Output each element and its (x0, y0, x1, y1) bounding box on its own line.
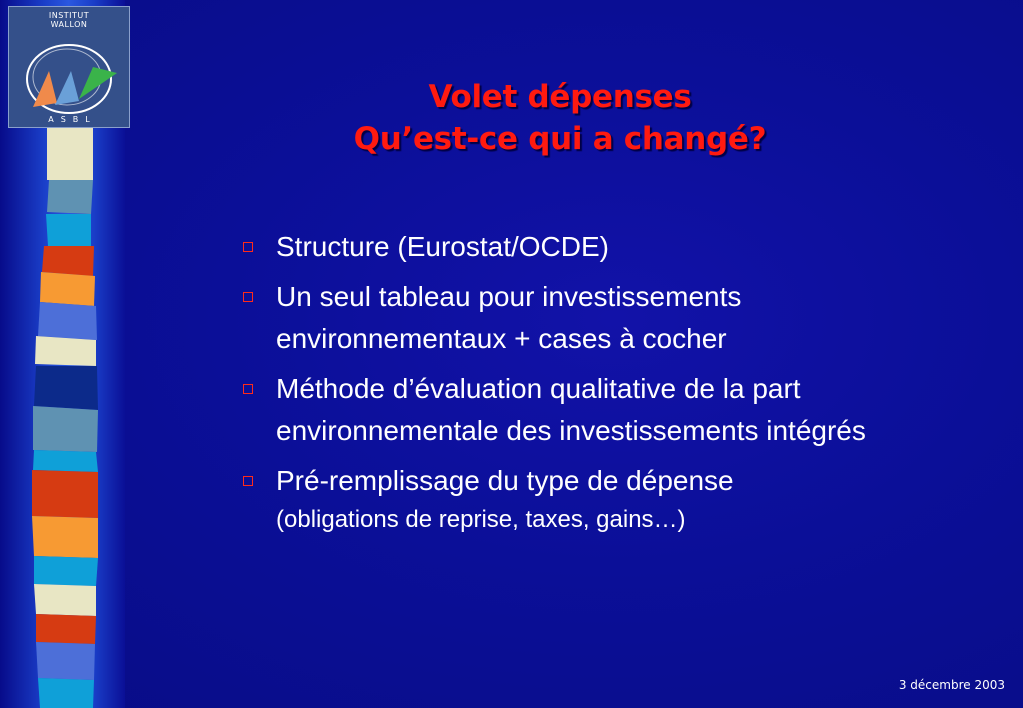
logo-bottom-text: ASBL (48, 115, 97, 124)
bullet-item (240, 226, 920, 268)
bullet-text: Méthode d’évaluation qualitative de la part environnementale des investissements intégrés (276, 373, 866, 446)
square-bullet-icon (243, 476, 253, 486)
slide-title (230, 76, 890, 160)
bullet-text: Structure (Eurostat/OCDE) (276, 231, 609, 262)
square-bullet-icon (243, 292, 253, 302)
logo-arrows-icon (9, 7, 131, 129)
bullet-text: Pré-remplissage du type de dépense (276, 465, 734, 496)
title-line-1: Volet dépenses (428, 79, 692, 115)
logo-top-text: INSTITUT WALLON (48, 11, 90, 29)
bullet-text: Un seul tableau pour investissements environnementaux + cases à cocher (276, 281, 742, 354)
square-bullet-icon (243, 242, 253, 252)
square-bullet-icon (243, 384, 253, 394)
institut-wallon-logo (8, 6, 130, 128)
bullet-item (240, 276, 920, 360)
bullet-item (240, 368, 920, 452)
title-line-2: Qu’est-ce qui a changé? (353, 121, 767, 157)
bullet-item (240, 460, 920, 538)
bullet-list (240, 226, 920, 546)
footer-date: 3 décembre 2003 (898, 678, 1005, 692)
bullet-subtext: (obligations de reprise, taxes, gains…) (276, 506, 686, 533)
